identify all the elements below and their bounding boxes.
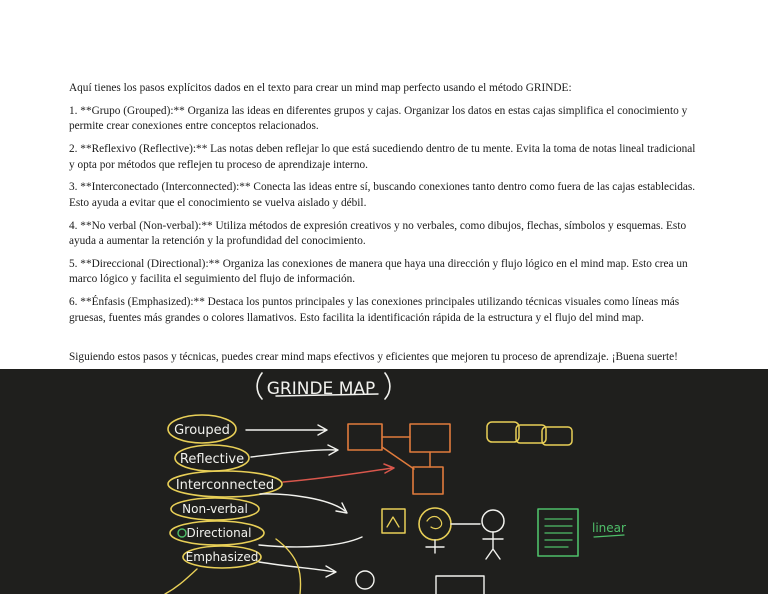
doodle-mountain-icon [387, 517, 399, 527]
brain-icon [419, 508, 451, 540]
brain-stand [426, 540, 444, 553]
sketch-item-interconnected: Interconnected [175, 478, 275, 493]
group-box-1 [487, 422, 519, 442]
intro-text: Aquí tienes los pasos explícitos dados en el texto para crear un mind map perfecto usando el método GRINDE: [69, 82, 572, 94]
stick-figure-head [482, 510, 504, 532]
title-bracket-left [257, 373, 262, 399]
title-bracket-right [385, 373, 390, 399]
bottom-circle [356, 571, 374, 589]
sketch-canvas [0, 369, 768, 594]
sketch-linear-label: linear [592, 521, 626, 535]
doodle-frame-icon [382, 509, 405, 533]
brain-swirl [427, 517, 442, 529]
sketch-title: GRINDE MAP [266, 379, 376, 399]
stick-figure-body [483, 532, 503, 559]
bottom-box [436, 576, 484, 594]
box-bottom [413, 467, 443, 494]
step-reflective: 2. **Reflexivo (Reflective):** Las notas deben reflejar lo que está sucediendo dentro de tu mente. Evita la toma de notas lineal tradicional y opta por métodos que reflejen tu proceso de aprendizaje interno. [69, 143, 696, 171]
sketch-item-emphasized: Emphasized [185, 550, 259, 564]
document-text [69, 81, 701, 373]
arrow-reflective [251, 445, 338, 457]
sketch-item-non-verbal: Non-verbal [182, 502, 248, 516]
step-emphasized: 6. **Énfasis (Emphasized):** Destaca los puntos principales y las conexiones principales utilizando técnicas visuales como líneas más gruesas, fuentes más grandes o colores llamativos. Esto facilita la identificación rápida de la estructura y el flujo del mind map. [69, 296, 680, 324]
step-directional: 5. **Direccional (Directional):** Organiza las conexiones de manera que haya una dirección y flujo lógico en el mind map. Esto crea un marco lógico y facilita el seguimiento del flujo de información. [69, 257, 688, 286]
grinde-map-sketch [0, 369, 768, 594]
box-left [348, 424, 382, 450]
arrow-grouped [246, 425, 327, 435]
step-interconnected: 3. **Interconectado (Interconnected):** Conecta las ideas entre sí, buscando conexiones tanto dentro como fuera de las cajas establecidas. Esto ayuda a evitar que el conocimiento se vuelva aislado y débil. [69, 181, 696, 209]
step-grouped: 1. **Grupo (Grouped):** Organiza las ideas en diferentes grupos y cajas. Organizar los datos en estas cajas simplifica el conocimiento y permite crear conexiones entre conceptos relacionados. [69, 104, 688, 133]
closing-text: Siguiendo estos pasos y técnicas, puedes crear mind maps efectivos y eficientes que mejoren tu proceso de aprendizaje. ¡Buena suerte! [69, 351, 678, 364]
green-dot-icon [178, 529, 186, 537]
arrow-interconnected [283, 464, 394, 482]
sketch-item-reflective: Reflective [179, 452, 245, 467]
step-non-verbal: 4. **No verbal (Non-verbal):** Utiliza métodos de expresión creativos y no verbales, como dibujos, flechas, símbolos y esquemas. Esto ayuda a aumentar la retención y la profundidad del conocimiento. [69, 219, 687, 248]
box-right [410, 424, 450, 452]
notes-lines [545, 519, 572, 547]
linear-underline [594, 535, 624, 537]
box-links [382, 437, 430, 469]
sketch-item-directional: Directional [186, 526, 252, 540]
arrow-non-verbal [260, 494, 347, 513]
arrow-directional [259, 537, 362, 547]
connector-tail [165, 569, 197, 594]
sketch-item-grouped: Grouped [174, 423, 230, 438]
